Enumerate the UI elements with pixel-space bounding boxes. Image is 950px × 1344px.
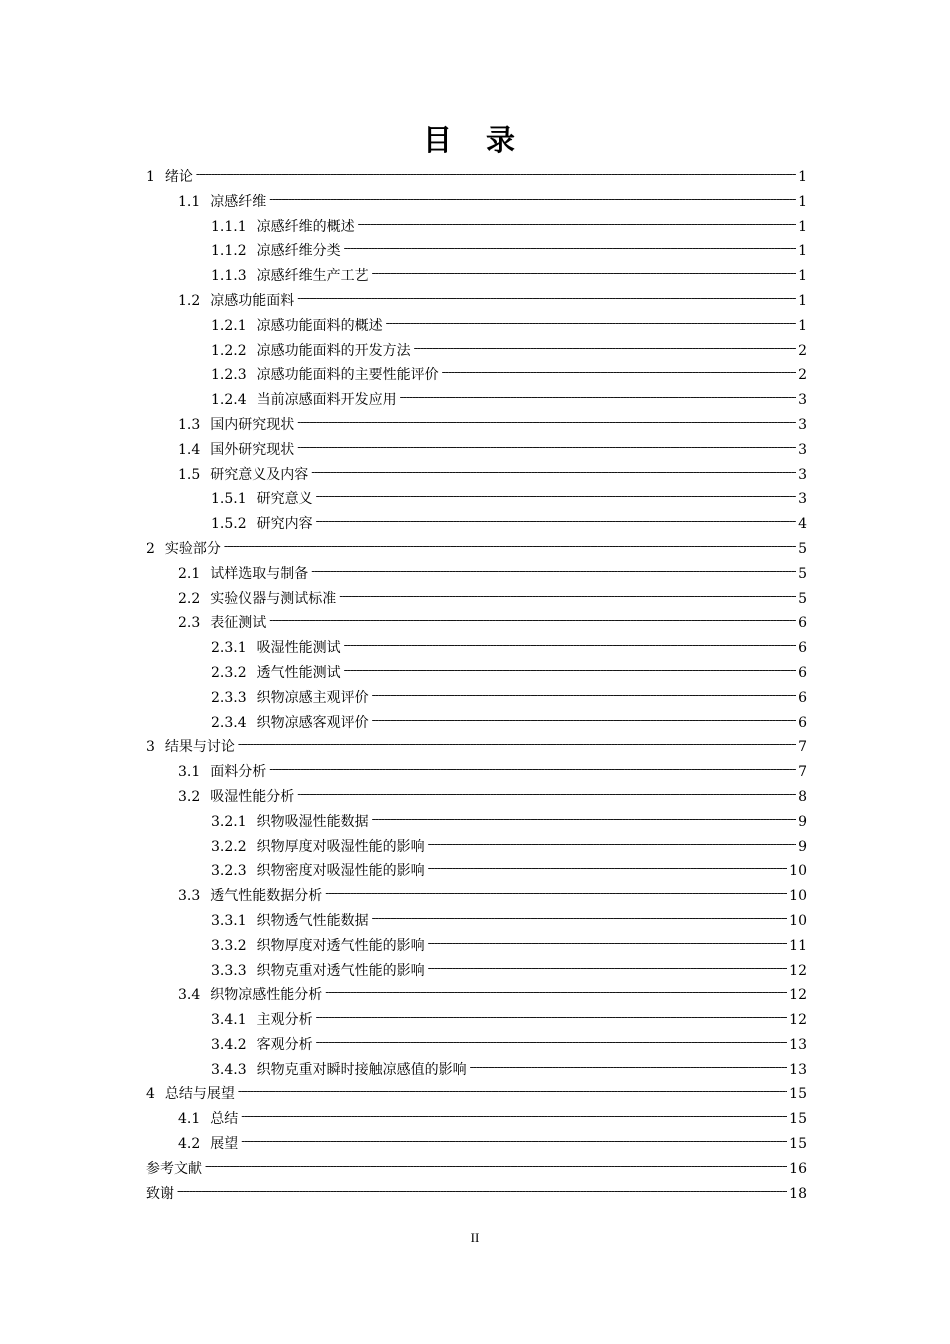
toc-entry-title: 致谢 (146, 1185, 174, 1202)
toc-entry-number: 1.2.1 (211, 317, 247, 334)
toc-dot-leader (372, 708, 796, 733)
toc-dot-leader (344, 658, 796, 683)
toc-dot-leader (269, 187, 796, 212)
toc-dot-leader (372, 261, 796, 286)
toc-entry-title: 参考文献 (146, 1160, 202, 1177)
toc-dot-leader (428, 832, 796, 857)
toc-entry-title: 织物凉感性能分析 (210, 987, 323, 1004)
toc-entry-number: 3.1 (178, 764, 201, 781)
toc-dot-leader (311, 559, 796, 584)
toc-entry-title: 国外研究现状 (210, 441, 295, 458)
toc-entry-number: 2.3.1 (211, 640, 247, 657)
toc-dot-leader (297, 286, 796, 311)
toc-entry-page: 1 (798, 292, 807, 309)
toc-entry-page: 7 (798, 764, 807, 781)
toc-entry-title: 研究意义 (256, 491, 313, 508)
toc-dot-leader (358, 212, 796, 237)
toc-entry-title: 展望 (210, 1136, 239, 1153)
toc-entry-page: 15 (789, 1086, 807, 1103)
toc-entry-title: 凉感功能面料 (210, 292, 295, 309)
toc-dot-leader (372, 906, 788, 931)
toc-entry-title: 凉感功能面料的开发方法 (256, 342, 411, 359)
toc-dot-leader (316, 1030, 788, 1055)
toc-entry-page: 6 (798, 689, 807, 706)
toc-dot-leader (442, 360, 796, 385)
toc-dot-leader (414, 336, 796, 361)
toc-entry-title: 绪论 (164, 169, 193, 185)
toc-entry-number: 1.1.3 (211, 268, 247, 285)
toc-dot-leader (344, 236, 796, 261)
toc-entry-number: 1.5 (178, 466, 201, 483)
toc-entry-title: 实验仪器与测试标准 (210, 590, 337, 607)
toc-entry-title: 吸湿性能测试 (256, 640, 341, 657)
toc-entry-number: 3.3 (178, 888, 201, 905)
toc-entry-title: 织物凉感主观评价 (256, 689, 369, 706)
toc-entry-page: 2 (798, 367, 807, 384)
toc-dot-leader (325, 881, 787, 906)
toc-entry-page: 3 (798, 491, 807, 508)
toc-entry-page: 3 (798, 441, 807, 458)
toc-dot-leader (428, 956, 788, 981)
toc-entry-page: 9 (798, 813, 807, 830)
toc-entry-page: 5 (798, 565, 807, 582)
toc-entry-page: 12 (789, 962, 807, 979)
toc-dot-leader (470, 1055, 788, 1080)
toc-entry-number: 4.1 (178, 1111, 201, 1128)
toc-entry-number: 3.2 (178, 788, 201, 805)
toc-entry-title: 凉感功能面料的主要性能评价 (256, 367, 439, 384)
toc-entry-number: 2.3 (178, 615, 201, 632)
toc-entry-page: 6 (798, 664, 807, 681)
toc-entry-number: 4 (146, 1086, 155, 1103)
toc-entry-page: 2 (798, 342, 807, 359)
toc-dot-leader (339, 584, 796, 609)
toc-dot-leader (297, 782, 796, 807)
table-of-contents (146, 165, 807, 1206)
toc-entry-page: 6 (798, 714, 807, 731)
toc-entry-number: 1.1.2 (211, 243, 247, 260)
toc-entry-number: 1.5.2 (211, 516, 247, 533)
toc-entry-number: 3.4.1 (211, 1012, 247, 1029)
toc-entry-number: 3.3.3 (211, 962, 247, 979)
toc-entry-number: 3.3.1 (211, 912, 247, 929)
toc-entry-number: 1.4 (178, 441, 201, 458)
toc-entry-number: 3.2.3 (211, 863, 247, 880)
toc-entry-number: 1.5.1 (211, 491, 247, 508)
toc-entry-title: 凉感纤维的概述 (256, 218, 355, 235)
toc-entry-title: 总结 (210, 1111, 239, 1128)
toc-entry-title: 织物密度对吸湿性能的影响 (256, 863, 425, 880)
page-number: II (470, 1230, 480, 1245)
toc-dot-leader (311, 460, 796, 485)
toc-entry-page: 13 (789, 1036, 807, 1053)
toc-entry-number: 1.2.4 (211, 392, 247, 409)
toc-entry-number: 3.4.2 (211, 1036, 247, 1053)
toc-entry-number: 1.1 (178, 193, 201, 210)
toc-entry-page: 10 (789, 888, 807, 905)
toc-entry-page: 9 (798, 838, 807, 855)
toc-entry-number: 3.2.2 (211, 838, 247, 855)
toc-entry-title: 织物透气性能数据 (256, 912, 369, 929)
toc-entry-number: 3 (146, 739, 155, 756)
toc-entry-page: 3 (798, 466, 807, 483)
toc-entry-number: 2.2 (178, 590, 201, 607)
toc-dot-leader (177, 1179, 787, 1204)
toc-entry-page: 1 (798, 193, 807, 210)
toc-dot-leader (372, 683, 796, 708)
toc-dot-leader (241, 1129, 787, 1154)
toc-entry-title: 织物厚度对吸湿性能的影响 (256, 838, 425, 855)
toc-entry-title: 透气性能测试 (256, 664, 341, 681)
toc-entry-page: 7 (798, 739, 807, 756)
toc-entry-title: 主观分析 (256, 1012, 313, 1029)
toc-entry-title: 结果与讨论 (164, 739, 235, 756)
toc-entry-title: 织物厚度对透气性能的影响 (256, 937, 425, 954)
toc-entry-number: 1.1.1 (211, 218, 247, 235)
toc-entry[interactable] (146, 1182, 807, 1207)
toc-dot-leader (372, 807, 796, 832)
toc-entry-title: 实验部分 (164, 540, 221, 557)
toc-dot-leader (428, 856, 788, 881)
toc-entry-number: 2.3.2 (211, 664, 247, 681)
toc-entry-title: 当前凉感面料开发应用 (256, 392, 397, 409)
toc-dot-leader (325, 980, 787, 1005)
toc-entry-page: 18 (789, 1185, 807, 1202)
toc-entry-title: 总结与展望 (164, 1086, 235, 1103)
toc-entry-title: 吸湿性能分析 (210, 788, 295, 805)
toc-entry-page: 8 (798, 788, 807, 805)
toc-entry-page: 1 (798, 243, 807, 260)
toc-entry-title: 凉感纤维分类 (256, 243, 341, 260)
toc-entry-page: 12 (789, 987, 807, 1004)
toc-entry-title: 织物克重对透气性能的影响 (256, 962, 425, 979)
toc-entry-number: 3.3.2 (211, 937, 247, 954)
toc-entry-page: 12 (789, 1012, 807, 1029)
toc-entry-title: 凉感纤维生产工艺 (256, 268, 369, 285)
toc-dot-leader (238, 732, 796, 757)
toc-entry-page: 3 (798, 392, 807, 409)
toc-entry-page: 13 (789, 1061, 807, 1078)
toc-entry-title: 表征测试 (210, 615, 267, 632)
toc-entry-page: 6 (798, 615, 807, 632)
toc-dot-leader (297, 435, 796, 460)
toc-entry-number: 2.3.3 (211, 689, 247, 706)
toc-entry-title: 透气性能数据分析 (210, 888, 323, 905)
toc-dot-leader (241, 1104, 787, 1129)
toc-entry-title: 织物吸湿性能数据 (256, 813, 369, 830)
toc-entry-number: 1.2.2 (211, 342, 247, 359)
toc-entry-number: 1.2.3 (211, 367, 247, 384)
toc-dot-leader (238, 1079, 787, 1104)
toc-dot-leader (316, 509, 796, 534)
toc-entry-number: 1 (146, 169, 155, 185)
toc-entry-page: 15 (789, 1136, 807, 1153)
toc-entry-number: 4.2 (178, 1136, 201, 1153)
toc-entry-number: 3.2.1 (211, 813, 247, 830)
toc-entry-number: 3.4 (178, 987, 201, 1004)
toc-entry-title: 试样选取与制备 (210, 565, 309, 582)
toc-dot-leader (297, 410, 796, 435)
toc-entry-page: 1 (798, 317, 807, 334)
toc-entry-title: 研究意义及内容 (210, 466, 309, 483)
toc-entry-page: 5 (798, 590, 807, 607)
toc-dot-leader (400, 385, 796, 410)
toc-entry-title: 织物克重对瞬时接触凉感值的影响 (256, 1061, 467, 1078)
toc-dot-leader (386, 311, 796, 336)
toc-entry-page: 15 (789, 1111, 807, 1128)
toc-entry-number: 2.3.4 (211, 714, 247, 731)
toc-entry-page: 16 (789, 1160, 807, 1177)
toc-entry-title: 客观分析 (256, 1036, 313, 1053)
toc-entry-page: 1 (798, 169, 807, 185)
toc-entry-page: 10 (789, 912, 807, 929)
toc-dot-leader (344, 633, 796, 658)
toc-entry-page: 4 (798, 516, 807, 533)
toc-dot-leader (269, 608, 796, 633)
toc-entry-page: 3 (798, 416, 807, 433)
toc-entry-title: 凉感功能面料的概述 (256, 317, 383, 334)
toc-dot-leader (269, 757, 796, 782)
page-title: 目 录 (422, 123, 528, 157)
toc-entry-page: 10 (789, 863, 807, 880)
toc-entry-number: 1.2 (178, 292, 201, 309)
toc-dot-leader (316, 1005, 788, 1030)
toc-dot-leader (205, 1154, 787, 1179)
toc-entry-title: 凉感纤维 (210, 193, 267, 210)
toc-entry-title: 研究内容 (256, 516, 313, 533)
toc-entry-number: 2.1 (178, 565, 201, 582)
toc-dot-leader (316, 484, 796, 509)
toc-dot-leader (224, 534, 796, 559)
toc-entry-number: 3.4.3 (211, 1061, 247, 1078)
toc-entry-title: 国内研究现状 (210, 416, 295, 433)
toc-entry-number: 2 (146, 540, 155, 557)
toc-entry-page: 5 (798, 540, 807, 557)
toc-entry-page: 11 (789, 937, 807, 954)
toc-dot-leader (196, 162, 796, 187)
toc-entry-page: 6 (798, 640, 807, 657)
toc-entry-page: 1 (798, 268, 807, 285)
toc-entry-number: 1.3 (178, 416, 201, 433)
toc-dot-leader (428, 931, 788, 956)
toc-entry-page: 1 (798, 218, 807, 235)
toc-entry-title: 面料分析 (210, 764, 267, 781)
toc-entry-title: 织物凉感客观评价 (256, 714, 369, 731)
